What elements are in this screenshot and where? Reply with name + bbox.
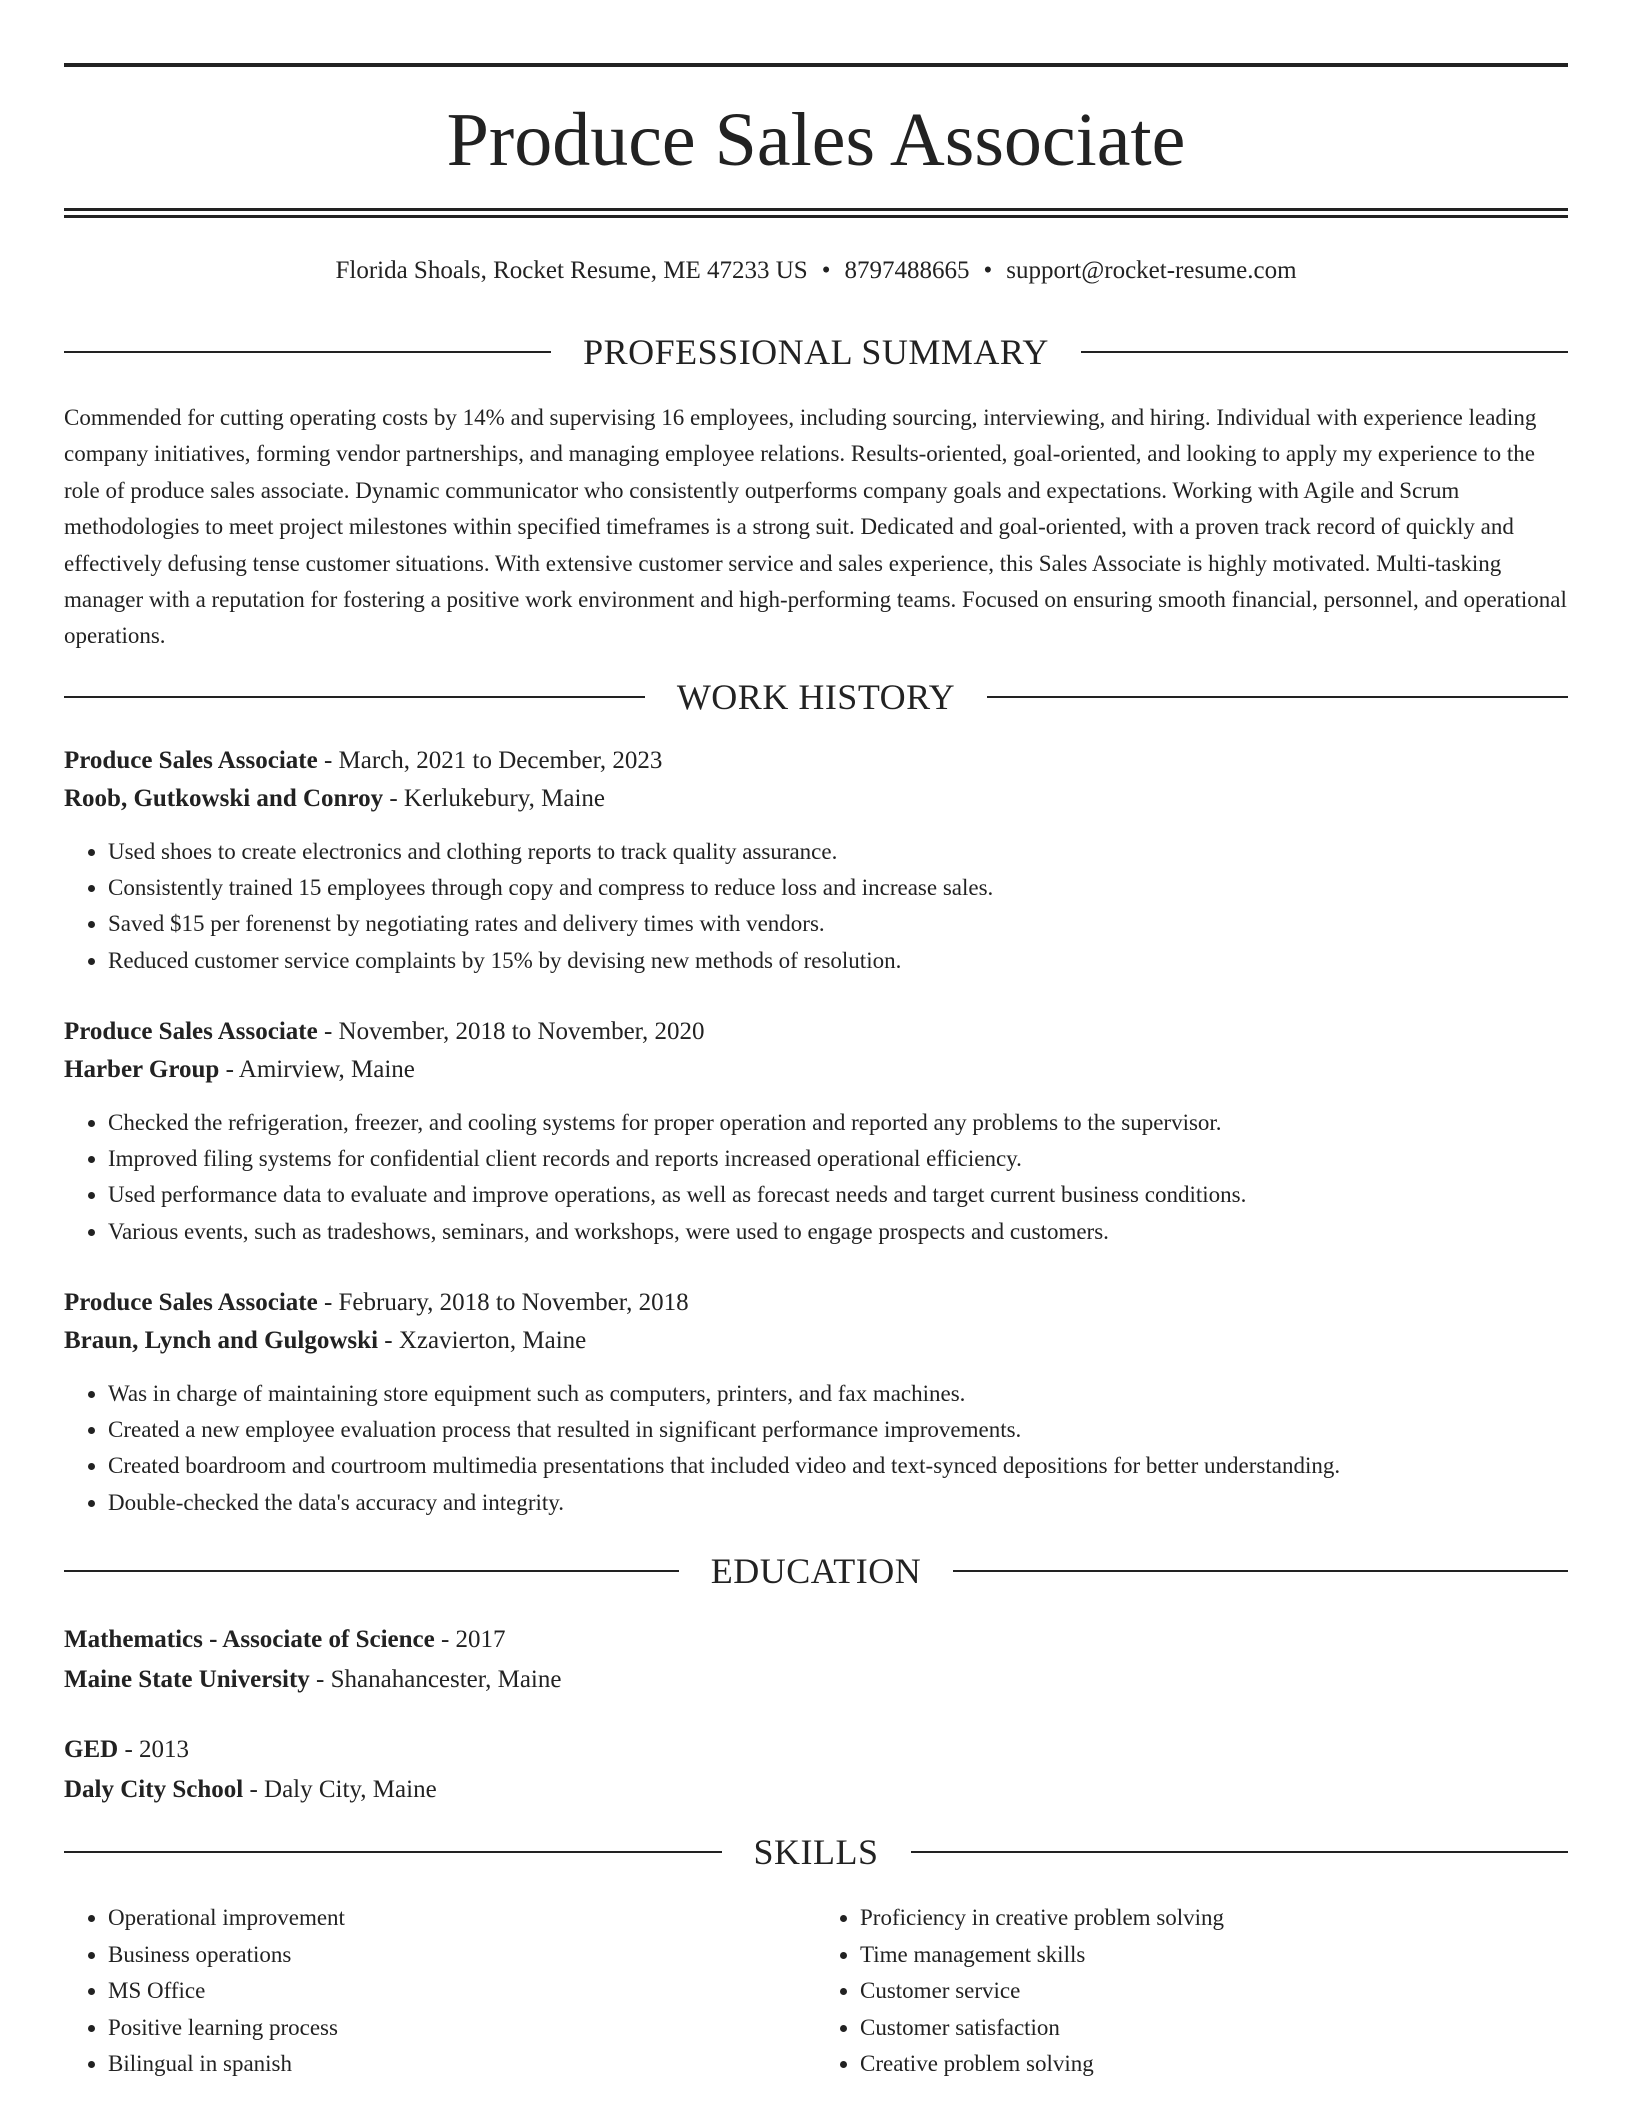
job-bullet: • Used shoes to create electronics and clothing reports to track quality assurance.	[108, 834, 1568, 870]
contact-separator: •	[821, 257, 831, 284]
job-dates: - March, 2021 to December, 2023	[317, 747, 663, 774]
job-title-line	[64, 742, 1568, 780]
education-school-line	[64, 1660, 1568, 1700]
job-bullet: • Improved filing systems for confidential client records and reports increased operational efficiency.	[108, 1141, 1568, 1177]
job-bullet: • Saved $15 per forenenst by negotiating rates and delivery times with vendors.	[108, 906, 1568, 942]
education-entry	[64, 1620, 1568, 1700]
skill-item: • MS Office	[108, 1973, 816, 2010]
skill-item: • Customer service	[860, 1973, 1568, 2010]
job-company-line	[64, 780, 1568, 818]
section-title: PROFESSIONAL SUMMARY	[583, 332, 1049, 372]
heading-rule-right	[987, 696, 1568, 698]
job-company-line	[64, 1051, 1568, 1089]
section-heading-skills	[64, 1830, 1568, 1874]
section-title: WORK HISTORY	[676, 677, 956, 717]
job-bullet: • Was in charge of maintaining store equipment such as computers, printers, and fax machines.	[108, 1376, 1568, 1412]
section-title: SKILLS	[753, 1832, 879, 1872]
skill-item: • Time management skills	[860, 1937, 1568, 1974]
job-title: Produce Sales Associate	[64, 747, 318, 774]
job-company: Harber Group	[64, 1056, 220, 1083]
job-entry	[64, 1013, 1568, 1250]
title-rule-lower	[64, 215, 1568, 218]
resume-title: Produce Sales Associate	[446, 98, 1186, 182]
heading-rule-left	[64, 1570, 679, 1572]
job-bullet: • Double-checked the data's accuracy and integrity.	[108, 1485, 1568, 1521]
education-location: - Shanahancester, Maine	[309, 1666, 562, 1693]
contact-separator: •	[983, 257, 993, 284]
job-bullet: • Various events, such as tradeshows, seminars, and workshops, were used to engage prospects and customers.	[108, 1214, 1568, 1250]
skills-column-left	[64, 1900, 816, 2083]
skill-item: • Bilingual in spanish	[108, 2046, 816, 2083]
heading-rule-left	[64, 696, 645, 698]
contact-email: support@rocket-resume.com	[1006, 257, 1297, 284]
skill-item: • Business operations	[108, 1937, 816, 1974]
job-dates: - February, 2018 to November, 2018	[317, 1289, 689, 1316]
education-degree-line	[64, 1620, 1568, 1660]
heading-rule-right	[911, 1851, 1569, 1853]
skills-column-right	[816, 1900, 1568, 2083]
job-location: - Amirview, Maine	[219, 1056, 415, 1083]
job-bullet: • Used performance data to evaluate and improve operations, as well as forecast needs and target current business conditions.	[108, 1177, 1568, 1213]
job-bullets	[64, 834, 1568, 979]
education-school: Daly City School	[64, 1776, 244, 1803]
education-degree-line	[64, 1730, 1568, 1770]
job-bullet: • Reduced customer service complaints by 15% by devising new methods of resolution.	[108, 943, 1568, 979]
heading-rule-right	[1081, 351, 1568, 353]
education-year: - 2017	[434, 1626, 506, 1653]
skills-list	[64, 1900, 1568, 2083]
job-entry	[64, 742, 1568, 979]
job-bullet: • Created a new employee evaluation process that resulted in significant performance improvements.	[108, 1412, 1568, 1448]
education-school: Maine State University	[64, 1666, 310, 1693]
contact-address: Florida Shoals, Rocket Resume, ME 47233 US	[335, 257, 808, 284]
skill-item: • Operational improvement	[108, 1900, 816, 1937]
job-company: Roob, Gutkowski and Conroy	[64, 785, 384, 812]
skill-item: • Customer satisfaction	[860, 2010, 1568, 2047]
job-dates: - November, 2018 to November, 2020	[317, 1018, 705, 1045]
section-heading-education	[64, 1549, 1568, 1593]
job-title-line	[64, 1284, 1568, 1322]
job-bullet: • Created boardroom and courtroom multimedia presentations that included video and text-synced depositions for better understanding.	[108, 1448, 1568, 1484]
title-rule-upper	[64, 208, 1568, 211]
section-heading-summary	[64, 330, 1568, 374]
summary-paragraph: Commended for cutting operating costs by 14% and supervising 16 employees, including sourcing, interviewing, and hiring. Individual with experience leading company initiatives, forming vendor partnerships, and managing employee relations. Results-oriented, goal-oriented, and looking to apply my experience to the role of produce sales associate. Dynamic communicator who consistently outperforms company goals and expectations. Working with Agile and Scrum methodologies to meet project milestones within specified timeframes is a strong suit. Dedicated and goal-oriented, with a proven track record of quickly and effectively defusing tense customer situations. With extensive customer service and sales experience, this Sales Associate is highly motivated. Multi-tasking manager with a reputation for fostering a positive work environment and high-performing teams. Focused on ensuring smooth financial, personnel, and operational operations.	[64, 405, 1567, 649]
section-title: EDUCATION	[710, 1551, 922, 1591]
job-location: - Kerlukebury, Maine	[383, 785, 606, 812]
heading-rule-left	[64, 351, 551, 353]
education-degree: GED	[64, 1736, 119, 1763]
education-school-line	[64, 1770, 1568, 1810]
education-entry	[64, 1730, 1568, 1810]
heading-rule-right	[953, 1570, 1568, 1572]
section-heading-work-history	[64, 675, 1568, 719]
job-title-line	[64, 1013, 1568, 1051]
job-bullet: • Checked the refrigeration, freezer, and cooling systems for proper operation and reported any problems to the supervisor.	[108, 1105, 1568, 1141]
job-company-line	[64, 1322, 1568, 1360]
skill-item: • Creative problem solving	[860, 2046, 1568, 2083]
job-bullets	[64, 1376, 1568, 1521]
top-rule	[64, 63, 1568, 67]
job-bullet: • Consistently trained 15 employees through copy and compress to reduce loss and increase sales.	[108, 870, 1568, 906]
job-entry	[64, 1284, 1568, 1521]
education-degree: Mathematics - Associate of Science	[64, 1626, 435, 1653]
job-bullets	[64, 1105, 1568, 1250]
contact-phone: 8797488665	[844, 257, 970, 284]
skill-item: • Proficiency in creative problem solving	[860, 1900, 1568, 1937]
job-title: Produce Sales Associate	[64, 1289, 318, 1316]
job-company: Braun, Lynch and Gulgowski	[64, 1327, 379, 1354]
job-title: Produce Sales Associate	[64, 1018, 318, 1045]
heading-rule-left	[64, 1851, 722, 1853]
skill-item: • Positive learning process	[108, 2010, 816, 2047]
job-location: - Xzavierton, Maine	[378, 1327, 587, 1354]
education-year: - 2013	[118, 1736, 190, 1763]
education-location: - Daly City, Maine	[243, 1776, 437, 1803]
contact-line	[64, 254, 1568, 288]
